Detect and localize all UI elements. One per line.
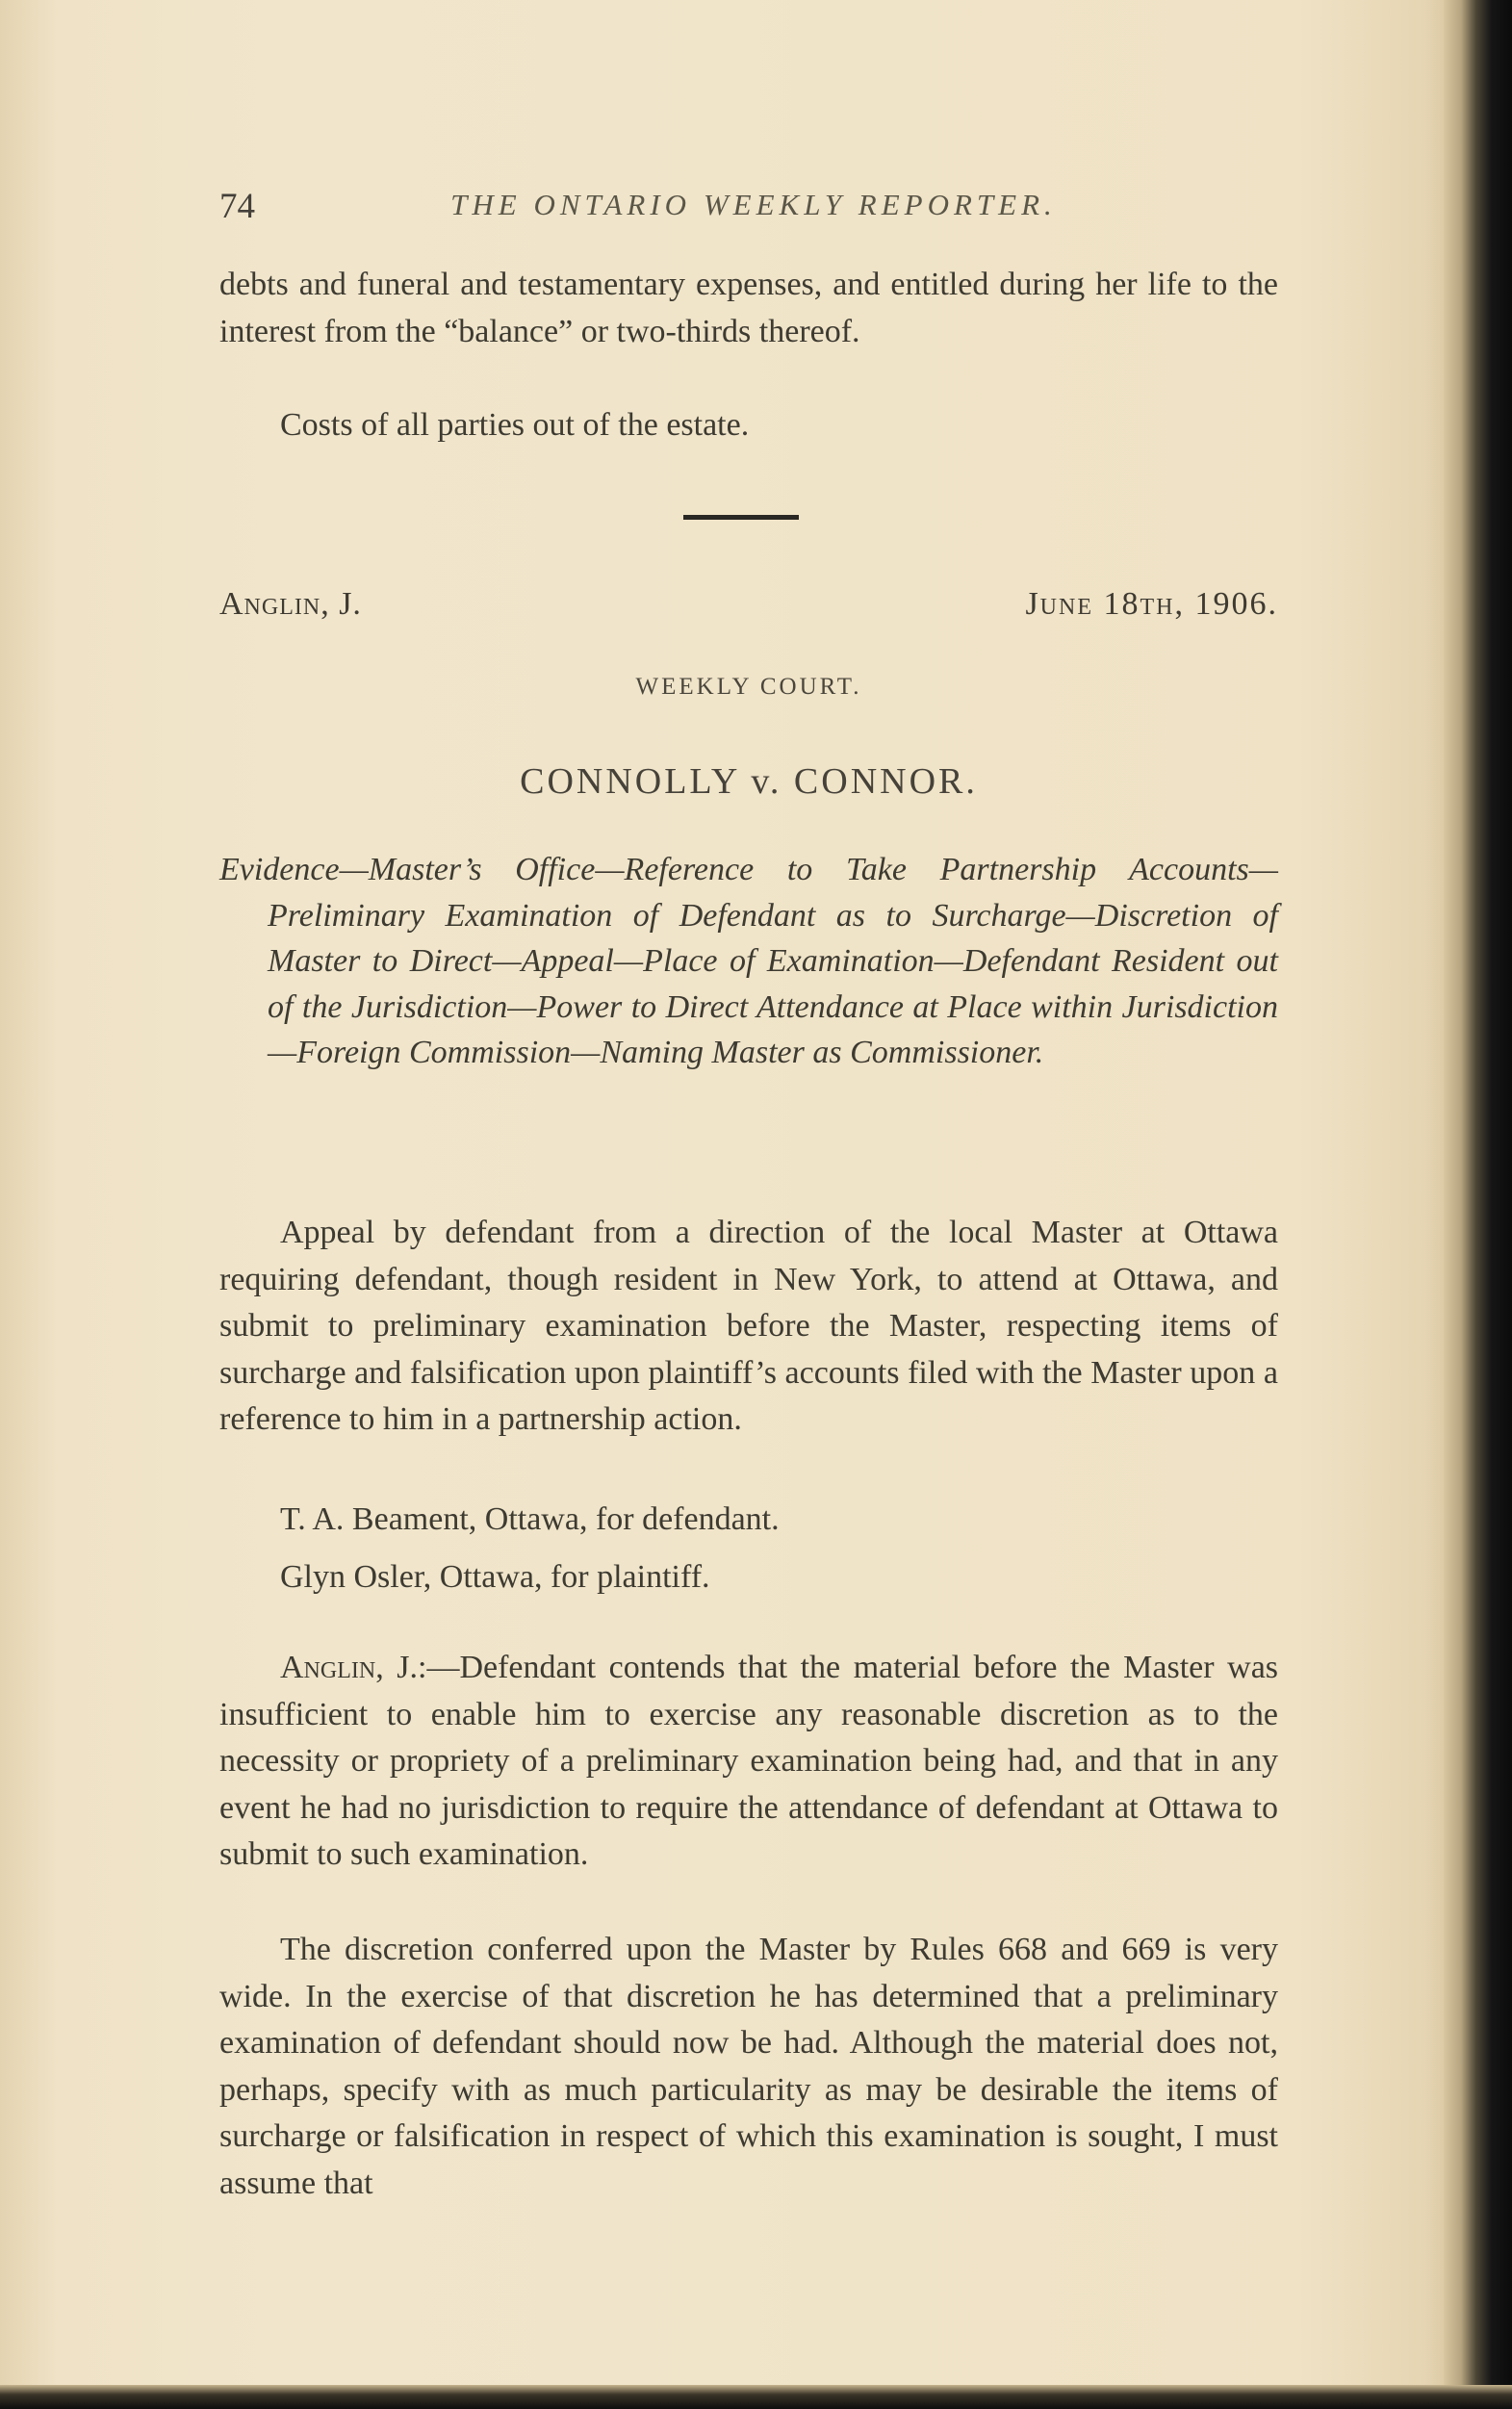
page-number: 74	[219, 187, 255, 226]
judge-name: Anglin, J.	[219, 586, 362, 622]
judgment-paragraph-2: The discretion conferred upon the Master by Rules 668 and 669 is very wide. In the exercise of that discretion he has determined that a preliminary examination of defendant should now be had. Although the material does not, perhaps, specify with as much particularity as may be desirable the items of surcharge or falsification in respect of which this examination is sought, I must assume that	[219, 1932, 1278, 2201]
headnote-text: Evidence—Master’s Office—Reference to Take Partnership Accounts—Preliminary Examination of Defendant as to Surcharge—Discretion of Master to Direct—Appeal—Place of Examination—Defendant Resident out of the Jurisdiction—Power to Direct Attendance at Place within Jurisdiction—Foreign Commission—Naming Master as Commissioner.	[219, 852, 1278, 1070]
running-head	[219, 186, 1288, 234]
headnote	[219, 847, 1278, 1076]
judgment-paragraph-1-text: :—Defendant contends that the material before the Master was insufficient to enable him to exercise any reasonable discretion as to the necessity or propriety of a preliminary examination being had, and that in any event he had no jurisdiction to require the attendance of defendant at Ottawa to submit to such examination.	[219, 1650, 1279, 1872]
opening-paragraph: debts and funeral and testamentary expenses, and entitled during her life to the interest from the “balance” or two-thirds thereof.	[219, 267, 1278, 349]
running-title: THE ONTARIO WEEKLY REPORTER.	[450, 188, 1057, 221]
book-spine-shadow	[1444, 0, 1512, 2409]
decision-date: June 18th, 1906.	[1025, 586, 1278, 622]
counsel-defendant: T. A. Beament, Ottawa, for defendant.	[280, 1501, 780, 1537]
statement-of-appeal: Appeal by defendant from a direction of the local Master at Ottawa requiring defendant, though resident in New York, to attend at Ottawa, and submit to preliminary examination before the Master, respecting items of surcharge and falsification upon plaintiff’s accounts filed with the Master upon a reference to him in a partnership action.	[219, 1215, 1278, 1437]
case-title: CONNOLLY v. CONNOR.	[520, 761, 978, 802]
page-bottom-edge	[0, 2385, 1512, 2409]
counsel-plaintiff: Glyn Osler, Ottawa, for plaintiff.	[280, 1559, 710, 1595]
section-divider	[683, 515, 799, 520]
court-name: WEEKLY COURT.	[635, 674, 862, 700]
judgment-speaker: Anglin, J.	[280, 1650, 419, 1685]
judgment-paragraph-1	[219, 1645, 1278, 1879]
judge-date-line	[219, 586, 1278, 634]
costs-paragraph: Costs of all parties out of the estate.	[280, 407, 750, 443]
